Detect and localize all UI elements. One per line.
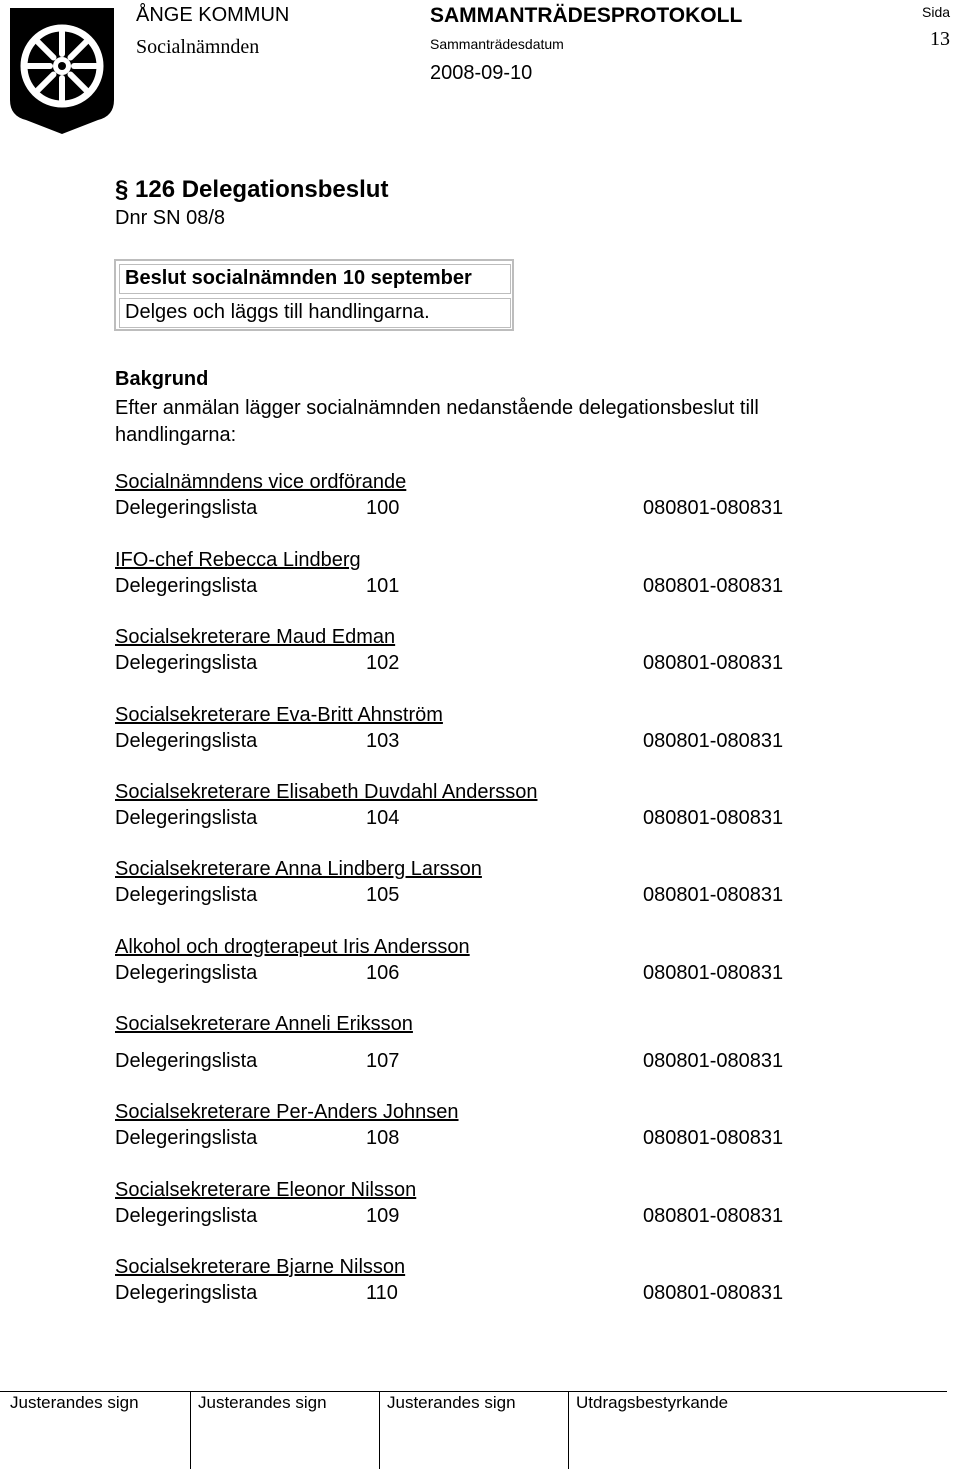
entry-number: 100 <box>366 497 400 519</box>
entry-period: 080801-080831 <box>643 807 784 829</box>
entry-number: 105 <box>366 884 400 906</box>
meeting-date-label: Sammanträdesdatum <box>430 36 564 52</box>
background-heading: Bakgrund <box>115 368 209 390</box>
entry-period: 080801-080831 <box>643 1282 784 1304</box>
footer-signature-3: Justerandes sign <box>387 1393 516 1412</box>
decision-box <box>114 259 514 331</box>
footer-separator <box>568 1391 569 1469</box>
footer-signature-2: Justerandes sign <box>198 1393 327 1412</box>
entry-period: 080801-080831 <box>643 1050 784 1072</box>
entry-label: Delegeringslista <box>115 1205 258 1227</box>
entry-number: 108 <box>366 1127 400 1149</box>
entry-label: Delegeringslista <box>115 730 258 752</box>
entry-label: Delegeringslista <box>115 1127 258 1149</box>
entry-label: Delegeringslista <box>115 575 258 597</box>
organization-name: ÅNGE KOMMUN <box>136 4 290 26</box>
department-name: Socialnämnden <box>136 36 260 58</box>
footer-separator <box>190 1391 191 1469</box>
entry-label: Delegeringslista <box>115 497 258 519</box>
footer-signature-1: Justerandes sign <box>10 1393 139 1412</box>
entry-period: 080801-080831 <box>643 497 784 519</box>
document-type: SAMMANTRÄDESPROTOKOLL <box>430 4 743 27</box>
decision-heading: Beslut socialnämnden 10 september <box>119 264 511 294</box>
entry-title: Socialsekreterare Eva-Britt Ahnström <box>115 704 443 726</box>
entry-number: 106 <box>366 962 400 984</box>
meeting-date: 2008-09-10 <box>430 62 533 84</box>
entry-period: 080801-080831 <box>643 884 784 906</box>
entry-title: Socialsekreterare Eleonor Nilsson <box>115 1179 417 1201</box>
entry-title: IFO-chef Rebecca Lindberg <box>115 549 361 571</box>
page-label: Sida <box>922 4 951 20</box>
entry-period: 080801-080831 <box>643 652 784 674</box>
entry-number: 104 <box>366 807 400 829</box>
entry-label: Delegeringslista <box>115 652 258 674</box>
entry-number: 101 <box>366 575 400 597</box>
entry-label: Delegeringslista <box>115 962 258 984</box>
entry-title: Socialsekreterare Per-Anders Johnsen <box>115 1101 459 1123</box>
entry-title: Socialsekreterare Elisabeth Duvdahl Andersson <box>115 781 538 803</box>
entry-title: Socialsekreterare Anneli Eriksson <box>115 1013 413 1035</box>
background-text: Efter anmälan lägger socialnämnden nedanstående delegationsbeslut till handlingarna: <box>115 397 759 446</box>
entry-period: 080801-080831 <box>643 1205 784 1227</box>
entry-period: 080801-080831 <box>643 962 784 984</box>
entry-number: 107 <box>366 1050 400 1072</box>
entry-title: Socialsekreterare Anna Lindberg Larsson <box>115 858 482 880</box>
footer-certification: Utdragsbestyrkande <box>576 1393 729 1412</box>
entry-label: Delegeringslista <box>115 1050 258 1072</box>
entry-period: 080801-080831 <box>643 730 784 752</box>
entry-number: 103 <box>366 730 400 752</box>
paragraph-title: § 126 Delegationsbeslut <box>115 176 389 203</box>
decision-text: Delges och läggs till handlingarna. <box>119 298 511 328</box>
entry-title: Socialsekreterare Maud Edman <box>115 626 396 648</box>
entry-title: Alkohol och drogterapeut Iris Andersson <box>115 936 470 958</box>
entry-title: Socialsekreterare Bjarne Nilsson <box>115 1256 406 1278</box>
entry-number: 109 <box>366 1205 400 1227</box>
entry-period: 080801-080831 <box>643 1127 784 1149</box>
diary-number: Dnr SN 08/8 <box>115 207 226 229</box>
entry-label: Delegeringslista <box>115 1282 258 1304</box>
footer-separator <box>379 1391 380 1469</box>
entry-label: Delegeringslista <box>115 807 258 829</box>
entry-number: 102 <box>366 652 400 674</box>
entry-period: 080801-080831 <box>643 575 784 597</box>
page-number: 13 <box>930 28 950 50</box>
municipality-logo <box>6 4 118 138</box>
entry-label: Delegeringslista <box>115 884 258 906</box>
entry-title: Socialnämndens vice ordförande <box>115 471 407 493</box>
entry-number: 110 <box>366 1282 398 1304</box>
footer-divider <box>0 1391 947 1392</box>
